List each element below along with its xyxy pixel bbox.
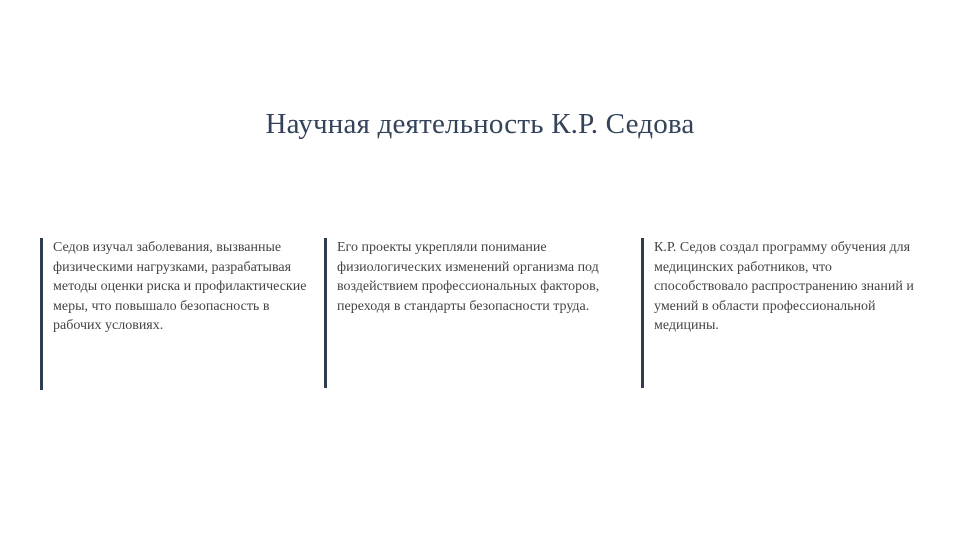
slide-title: Научная деятельность К.Р. Седова: [265, 108, 695, 140]
content-column-3: [641, 238, 914, 336]
content-column-2: [324, 238, 627, 316]
column-text: Седов изучал заболевания, вызванные физическими нагрузками, разрабатывая методы оценки риска и профилактические меры, что повышало безопасность в рабочих условиях.: [53, 240, 307, 334]
accent-bar: [641, 238, 644, 388]
column-text: Его проекты укрепляли понимание физиологических изменений организма под воздействием профессиональных факторов, переходя в стандарты безопасности труда.: [337, 240, 600, 314]
accent-bar: [324, 238, 327, 388]
accent-bar: [40, 238, 43, 390]
column-text: К.Р. Седов создал программу обучения для медицинских работников, что способствовало распространению знаний и умений в области профессиональной медицины.: [654, 240, 914, 334]
content-column-1: [40, 238, 313, 336]
